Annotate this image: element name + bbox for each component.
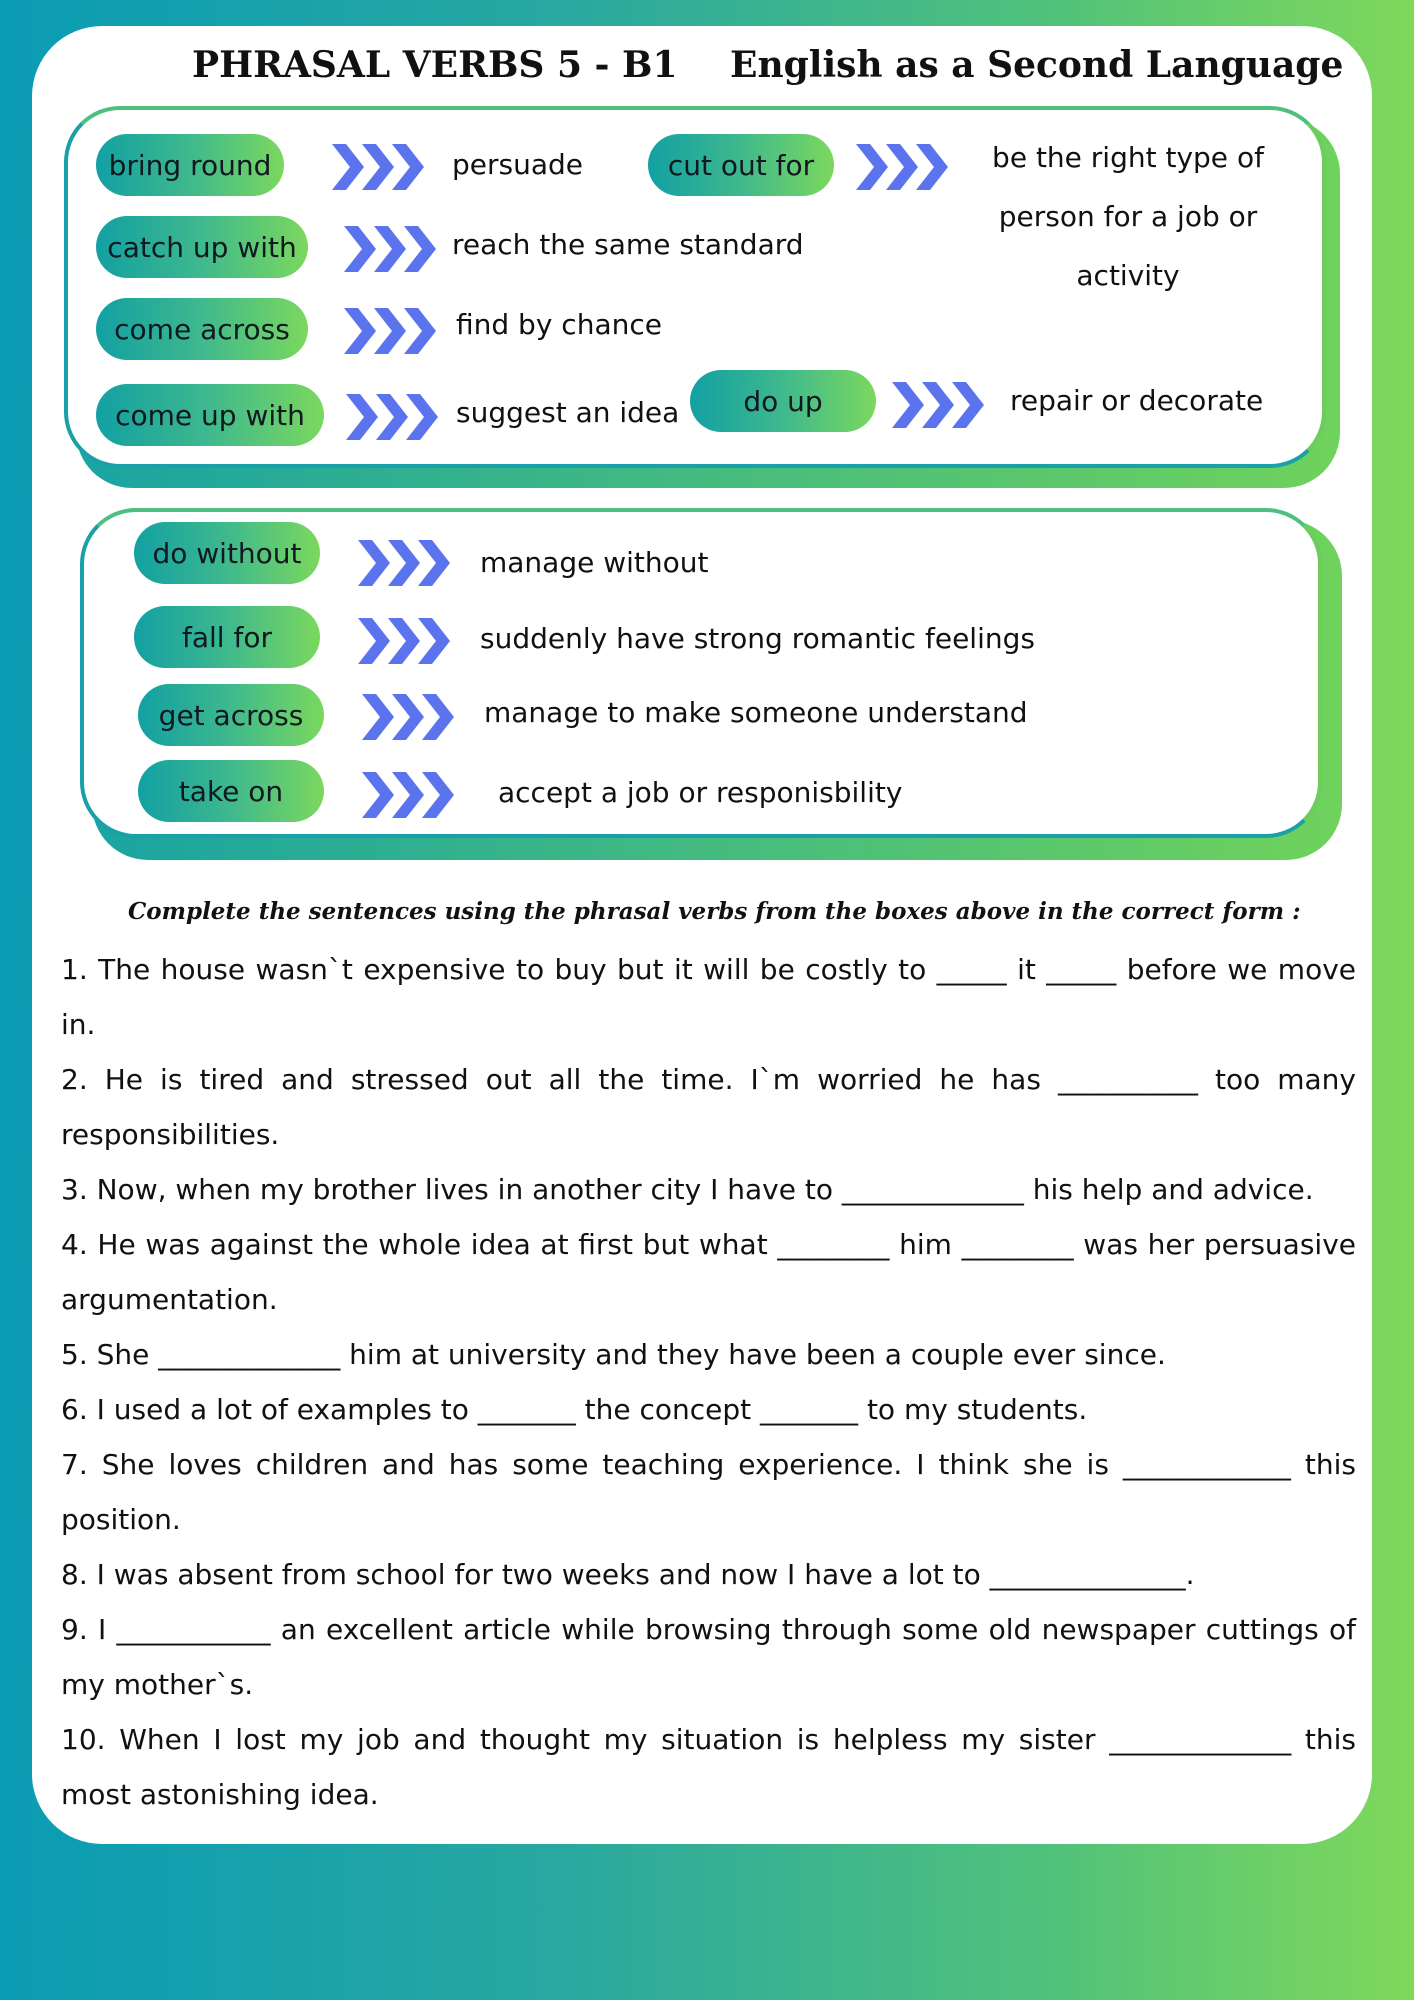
worksheet-title: PHRASAL VERBS 5 - B1 (192, 44, 678, 86)
definition-line: be the right type of (992, 141, 1264, 174)
definition-right-type (978, 128, 1278, 305)
exercise-sentences (61, 942, 1356, 1822)
definition-suggest-idea: suggest an idea (456, 396, 680, 429)
definition-line: person for a job or (998, 200, 1258, 233)
definition-repair-decorate: repair or decorate (1010, 384, 1264, 417)
pill-come-up-with: come up with (96, 384, 324, 446)
sentence-item: 3. Now, when my brother lives in another city I have to _____________ his help and advice. (61, 1173, 1314, 1206)
pill-do-up: do up (690, 370, 876, 432)
pill-catch-up-with: catch up with (96, 216, 308, 278)
sentence-item: 7. She loves children and has some teaching experience. I think she is ____________ this position. (61, 1448, 1356, 1536)
pill-get-across: get across (138, 684, 324, 746)
definition-reach-standard: reach the same standard (452, 228, 804, 261)
exercise-instruction: Complete the sentences using the phrasal verbs from the boxes above in the correct form : (128, 898, 1301, 925)
sentence-item: 9. I ___________ an excellent article while browsing through some old newspaper cuttings of my mother`s. (61, 1613, 1356, 1701)
triple-chevron-right-icon (344, 390, 440, 444)
sentence-item: 5. She _____________ him at university and they have been a couple ever since. (61, 1338, 1166, 1371)
triple-chevron-right-icon (342, 304, 438, 358)
definition-find-by-chance: find by chance (456, 308, 662, 341)
triple-chevron-right-icon (356, 536, 452, 590)
definition-line: activity (1076, 259, 1180, 292)
pill-bring-round: bring round (96, 134, 284, 196)
pill-fall-for: fall for (134, 606, 320, 668)
sentence-item: 1. The house wasn`t expensive to buy but it will be costly to _____ it _____ before we move in. (61, 953, 1356, 1041)
sentence-item: 4. He was against the whole idea at first but what ________ him ________ was her persuasive argumentation. (61, 1228, 1356, 1316)
worksheet-subtitle: English as a Second Language (730, 44, 1344, 86)
definition-accept-job: accept a job or responisbility (498, 776, 903, 809)
triple-chevron-right-icon (890, 378, 986, 432)
triple-chevron-right-icon (360, 690, 456, 744)
triple-chevron-right-icon (360, 768, 456, 822)
sentence-item: 10. When I lost my job and thought my situation is helpless my sister _____________ this most astonishing idea. (61, 1723, 1356, 1811)
triple-chevron-right-icon (854, 140, 950, 194)
sentence-item: 8. I was absent from school for two weeks and now I have a lot to ______________. (61, 1558, 1195, 1591)
pill-do-without: do without (134, 522, 320, 584)
pill-take-on: take on (138, 760, 324, 822)
triple-chevron-right-icon (342, 222, 438, 276)
triple-chevron-right-icon (330, 140, 426, 194)
triple-chevron-right-icon (356, 614, 452, 668)
definition-manage-without: manage without (480, 546, 709, 579)
definition-persuade: persuade (452, 148, 584, 181)
definition-make-understand: manage to make someone understand (484, 696, 1028, 729)
sentence-item: 6. I used a lot of examples to _______ the concept _______ to my students. (61, 1393, 1088, 1426)
pill-cut-out-for: cut out for (648, 134, 834, 196)
sentence-item: 2. He is tired and stressed out all the time. I`m worried he has __________ too many responsibilities. (61, 1063, 1356, 1151)
pill-come-across: come across (96, 298, 308, 360)
definition-romantic-feelings: suddenly have strong romantic feelings (480, 622, 1035, 655)
